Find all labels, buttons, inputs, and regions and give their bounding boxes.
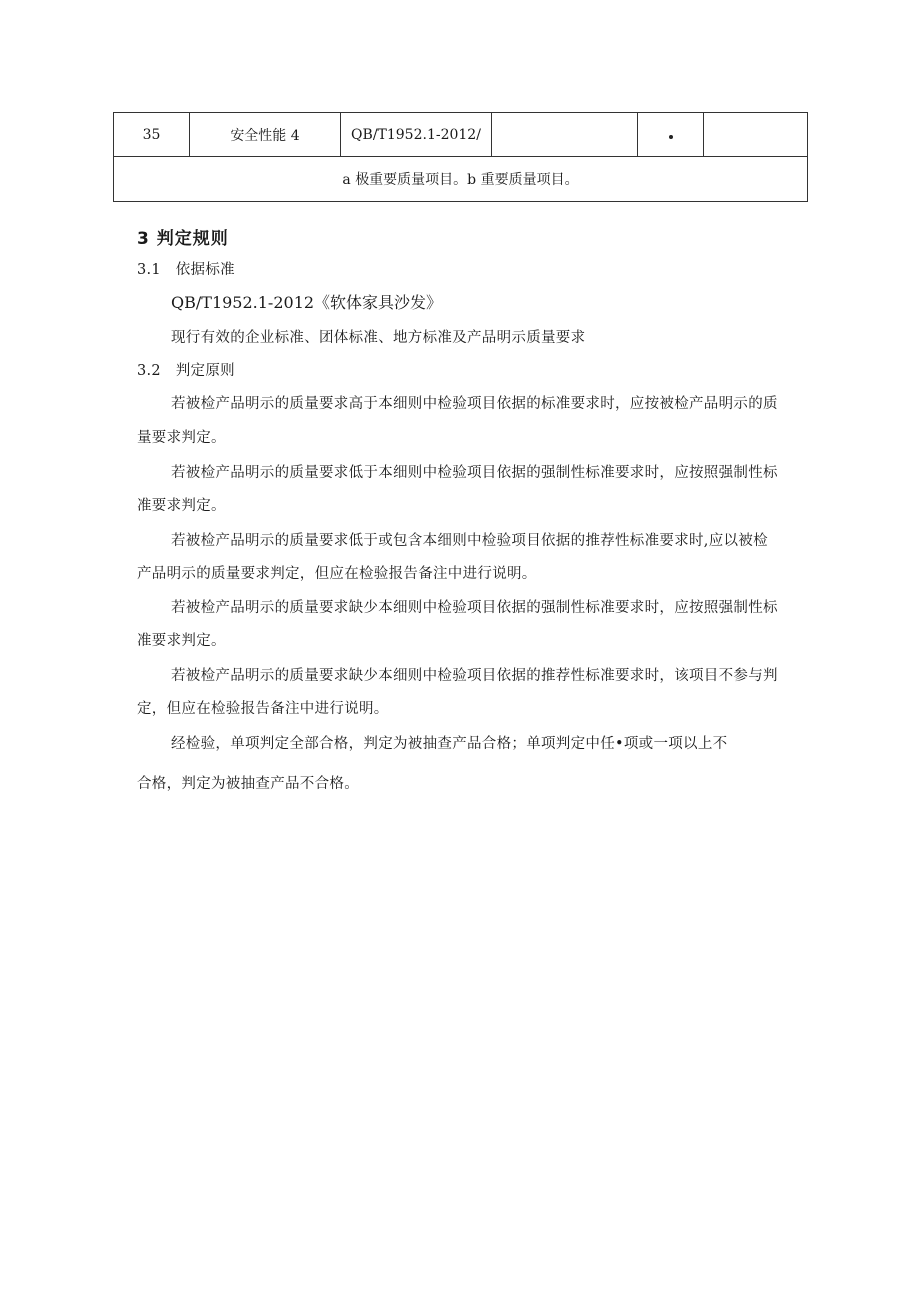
paragraph-line: 若被检产品明示的质量要求低于或包含本细则中检验项目依据的推荐性标准要求时,应以被检 — [171, 533, 768, 549]
paragraph-line: 若被检产品明示的质量要求高于本细则中检验项目依据的标准要求时，应按被检产品明示的质 — [171, 396, 778, 412]
table-note-row — [114, 157, 808, 202]
paragraph-line: 若被检产品明示的质量要求低于本细则中检验项目依据的强制性标准要求时，应按照强制性标 — [171, 465, 778, 481]
basis-other-standards: 现行有效的企业标准、团体标准、地方标准及产品明示质量要求 — [171, 330, 586, 346]
item-number-cell: 35 — [114, 113, 190, 157]
item-last-cell — [704, 113, 808, 157]
paragraph-line: 经检验，单项判定全部合格，判定为被抽查产品合格；单项判定中任•项或一项以上不 — [171, 736, 728, 752]
table-note: a 极重要质量项目。b 重要质量项目。 — [114, 157, 808, 202]
item-standard-cell: QB/T1952.1-2012/ — [341, 113, 492, 157]
item-name-cell: 安全性能 4 — [190, 113, 341, 157]
paragraph-line: 合格，判定为被抽查产品不合格。 — [137, 776, 359, 792]
paragraph-line: 若被检产品明示的质量要求缺少本细则中检验项目依据的强制性标准要求时，应按照强制性标 — [171, 600, 778, 616]
table-row — [114, 113, 808, 157]
paragraph-line: 若被检产品明示的质量要求缺少本细则中检验项目依据的推荐性标准要求时，该项目不参与判 — [171, 668, 778, 684]
basis-standard: QB/T1952.1-2012《软体家具沙发》 — [171, 293, 443, 312]
paragraph-line: 定，但应在检验报告备注中进行说明。 — [137, 701, 389, 717]
paragraph-line: 准要求判定。 — [137, 498, 226, 514]
inspection-items-table — [113, 112, 808, 202]
paragraph-line: 产品明示的质量要求判定，但应在检验报告备注中进行说明。 — [137, 566, 537, 582]
subsection-title-principles: 3.2 判定原则 — [137, 363, 235, 379]
paragraph-line: 准要求判定。 — [137, 633, 226, 649]
bullet-mark-icon — [669, 135, 673, 139]
section-heading: 3 判定规则 — [137, 229, 229, 249]
subsection-title-basis: 3.1 依据标准 — [137, 262, 235, 278]
item-mark-cell — [638, 113, 704, 157]
item-blank-cell — [492, 113, 638, 157]
paragraph-line: 量要求判定。 — [137, 430, 226, 446]
